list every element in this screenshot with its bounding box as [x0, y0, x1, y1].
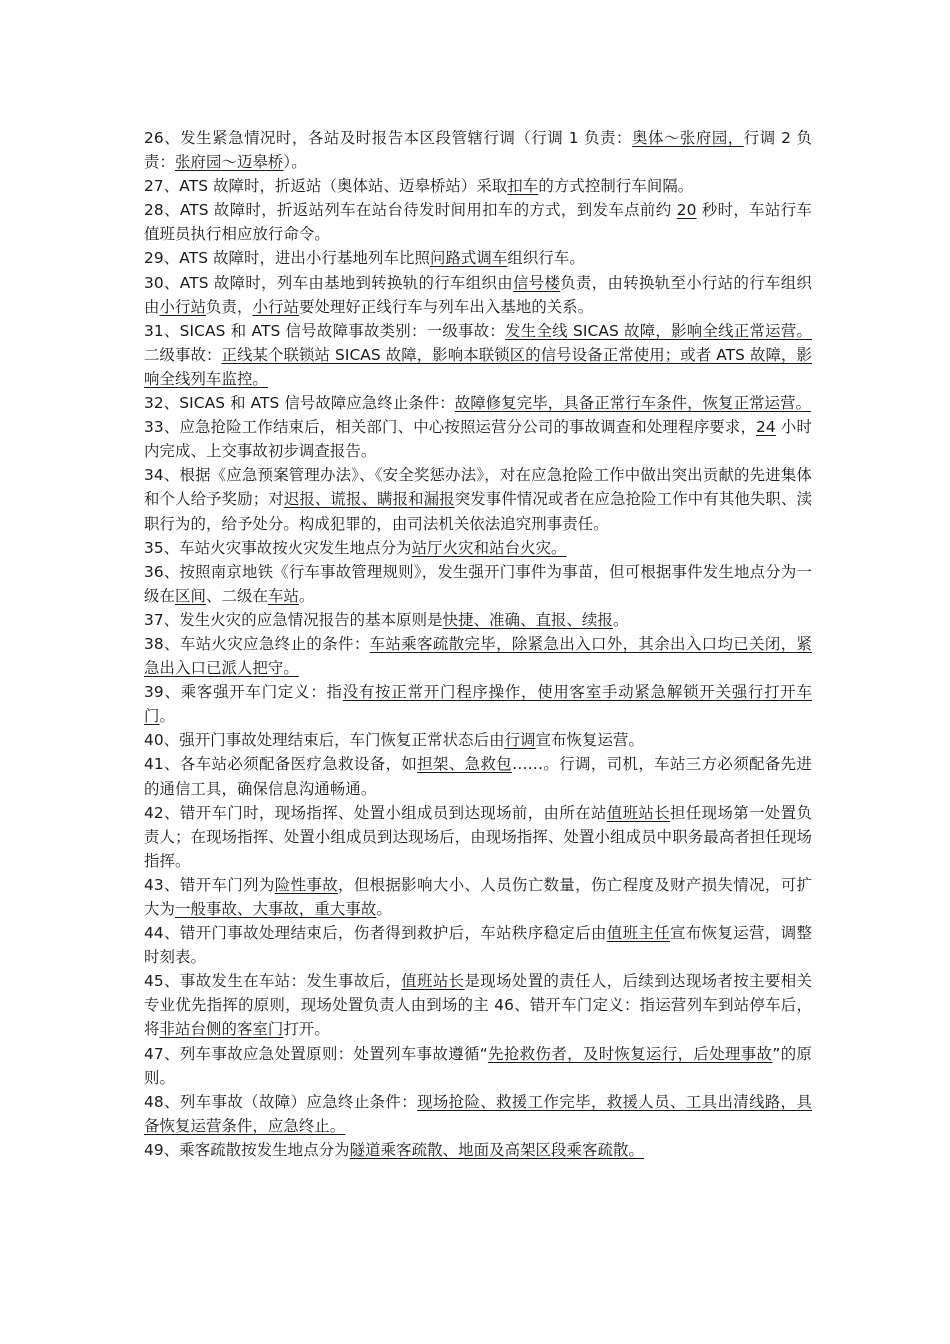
text-segment: 34、根据《应急预案管理办法》、《安全奖惩办法》，对在应急抢险工作中做出突出贡献的先进集体和个人给予奖励；对	[144, 466, 812, 509]
text-segment: 行调 2 负责：	[144, 129, 812, 172]
underlined-answer: 值班主任	[606, 924, 671, 943]
text-segment: 秒时，车站行车值班员执行相应放行命令。	[144, 201, 812, 244]
text-segment: 49、乘客疏散按发生地点分为	[144, 1140, 350, 1159]
list-item	[144, 728, 812, 752]
list-item	[144, 319, 812, 391]
text-segment: 宣布恢复运营。	[535, 731, 644, 750]
text-segment: ……。行调，司机，车站三方必须配备先进的通信工具，确保信息沟通畅通。	[144, 755, 812, 798]
underlined-answer: 没有按正常开门程序操作，使用客室手动紧急解锁开关强行打开车门	[144, 683, 812, 726]
text-segment: 。	[298, 586, 315, 605]
list-item	[144, 680, 812, 728]
list-item	[144, 873, 812, 921]
list-item	[144, 198, 812, 246]
text-segment: 突发事件情况或者在应急抢险工作中有其他失职、渎职行为的，给予处分。构成犯罪的，由司法机关依法追究刑事责任。	[144, 490, 812, 533]
text-segment: 36、按照南京地铁《行车事故管理规则》，发生强开门事件为事苗，但可根据事件发生地点分为一级在	[144, 562, 812, 605]
underlined-answer: 20	[676, 201, 697, 220]
list-item	[144, 608, 812, 632]
text-segment: 47、列车事故应急处置原则：处置列车事故遵循“	[144, 1044, 488, 1063]
text-segment: 44、错开门事故处理结束后，伤者得到救护后，车站秩序稳定后由	[144, 924, 607, 943]
text-segment: 负责，由转换轨至小行站的行车组织由	[144, 273, 812, 316]
list-item	[144, 536, 812, 560]
text-segment: 打开。	[283, 1020, 330, 1039]
underlined-answer: 24	[756, 418, 776, 437]
underlined-answer: 小行站	[159, 297, 206, 316]
underlined-answer: 迟报、谎报、瞒报和漏报	[283, 490, 455, 509]
text-segment: 39、乘客强开车门定义：指	[144, 683, 343, 702]
underlined-answer: 快捷、准确、直报、续报	[442, 610, 614, 629]
list-item	[144, 921, 812, 969]
underlined-answer: 险性事故	[274, 875, 339, 894]
list-item	[144, 752, 812, 800]
text-segment: ”的原则。	[144, 1044, 812, 1087]
underlined-answer: 站厅火灾和站台火灾。	[411, 538, 567, 557]
underlined-answer: 隧道乘客疏散、地面及高架区段乘客疏散。	[349, 1140, 644, 1159]
text-segment: 45、事故发生在车站：发生事故后，	[144, 972, 402, 991]
document-body	[144, 126, 812, 1162]
text-segment: 42、错开车门时，现场指挥、处置小组成员到达现场前，由所在站	[144, 803, 607, 822]
underlined-answer: 区间	[174, 586, 206, 605]
underlined-answer: 正线某个联锁站 SICAS 故障，影响本联锁区的信号设备正常使用；或者 ATS 故障，影响全线列车监控。	[144, 345, 812, 388]
underlined-answer: 值班站长	[401, 972, 465, 991]
text-segment: 43、错开车门列为	[144, 875, 275, 894]
list-item	[144, 415, 812, 463]
text-segment: 31、SICAS 和 ATS 信号故障事故类别：一级事故：	[144, 321, 506, 340]
text-segment: 27、ATS 故障时，折返站（奥体站、迈皋桥站）采取	[144, 177, 508, 196]
list-item	[144, 1090, 812, 1138]
list-item	[144, 632, 812, 680]
list-item	[144, 391, 812, 415]
underlined-answer: 小行站	[252, 297, 299, 316]
text-segment: 担任现场第一处置负责人；在现场指挥、处置小组成员到达现场后，由现场指挥、处置小组成员中职务最高者担任现场指挥。	[144, 803, 812, 870]
text-segment: 30、ATS 故障时，列车由基地到转换轨的行车组织由	[144, 273, 514, 292]
underlined-answer: 扣车	[507, 177, 539, 196]
list-item	[144, 1138, 812, 1162]
text-segment: 。	[159, 707, 175, 726]
list-item	[144, 126, 812, 174]
text-segment: 是现场处置的责任人，后续到达现场者按主要相关专业优先指挥的原则，现场处置负责人由到场的主 46、错开车门定义：指运营列车到站停车后，将	[144, 972, 812, 1039]
list-item	[144, 1042, 812, 1090]
list-item	[144, 174, 812, 198]
underlined-answer: 先抢救伤者，及时恢复运行，后处理事故	[487, 1044, 773, 1063]
text-segment: 37、发生火灾的应急情况报告的基本原则是	[144, 610, 443, 629]
underlined-answer: 值班站长	[606, 803, 671, 822]
text-segment: 。	[613, 610, 629, 629]
text-segment: 要处理好正线行车与列车出入基地的关系。	[298, 297, 594, 316]
underlined-answer: 车站乘客疏散完毕，除紧急出入口外，其余出入口均已关闭，紧急出入口已派人把守。	[144, 634, 812, 678]
underlined-answer: 车站	[267, 586, 299, 605]
text-segment: 33、应急抢险工作结束后，相关部门、中心按照运营分公司的事故调查和处理程序要求，	[144, 418, 757, 437]
text-segment: 负责，	[205, 297, 253, 316]
underlined-answer: 担架、急救包	[417, 755, 513, 774]
text-segment: 35、车站火灾事故按火灾发生地点分为	[144, 538, 412, 557]
text-segment: 的方式控制行车间隔。	[538, 177, 694, 196]
underlined-answer: 现场抢险、救援工作完毕，救援人员、工具出清线路，具备恢复运营条件，应急终止。	[144, 1092, 812, 1135]
text-segment: 小时内完成、上交事故初步调查报告。	[144, 418, 812, 461]
text-segment: 48、列车事故（故障）应急终止条件：	[144, 1092, 418, 1111]
text-segment: 28、ATS 故障时，折返站列车在站台待发时间用扣车的方式，到发车点前约	[144, 201, 677, 220]
text-segment: 32、SICAS 和 ATS 信号故障应急终止条件：	[144, 394, 455, 413]
list-item	[144, 560, 812, 608]
list-item	[144, 271, 812, 319]
text-segment: 40、强开门事故处理结束后，车门恢复正常状态后由	[144, 731, 505, 750]
underlined-answer: 发生全线 SICAS 故障，影响全线正常运营。	[505, 321, 812, 340]
text-segment: 二级事故：	[144, 345, 222, 364]
text-segment: 41、各车站必须配备医疗急救设备，如	[144, 755, 418, 774]
text-segment: 。	[376, 900, 392, 918]
underlined-answer: 奥体～张府园，	[632, 129, 744, 147]
list-item	[144, 969, 812, 1041]
text-segment: 29、ATS 故障时，进出小行基地列车比照	[144, 249, 430, 268]
text-segment: 宣布恢复运营，调整时刻表。	[144, 924, 812, 967]
list-item	[144, 463, 812, 535]
underlined-answer: 张府园～迈皋桥	[174, 153, 284, 172]
text-segment: 26、发生紧急情况时，各站及时报告本区段管辖行调（行调 1 负责：	[144, 129, 633, 147]
text-segment: 、二级在	[205, 586, 268, 605]
text-segment: 38、车站火灾应急终止的条件：	[144, 634, 370, 653]
list-item	[144, 801, 812, 873]
underlined-answer: 故障修复完毕，具备正常行车条件，恢复正常运营。	[454, 394, 812, 413]
list-item	[144, 246, 812, 270]
underlined-answer: 一般事故、大事故，重大事故	[174, 900, 377, 918]
underlined-answer: 行调	[504, 731, 536, 750]
underlined-answer: 问路式调车	[429, 249, 508, 268]
text-segment: 组织行车。	[507, 249, 585, 268]
underlined-answer: 非站台侧的客室门	[159, 1020, 284, 1039]
underlined-answer: 信号楼	[513, 273, 561, 292]
text-segment: ）。	[283, 153, 307, 172]
text-segment: ，但根据影响大小、人员伤亡数量，伤亡程度及财产损失情况，可扩大为	[144, 875, 813, 918]
